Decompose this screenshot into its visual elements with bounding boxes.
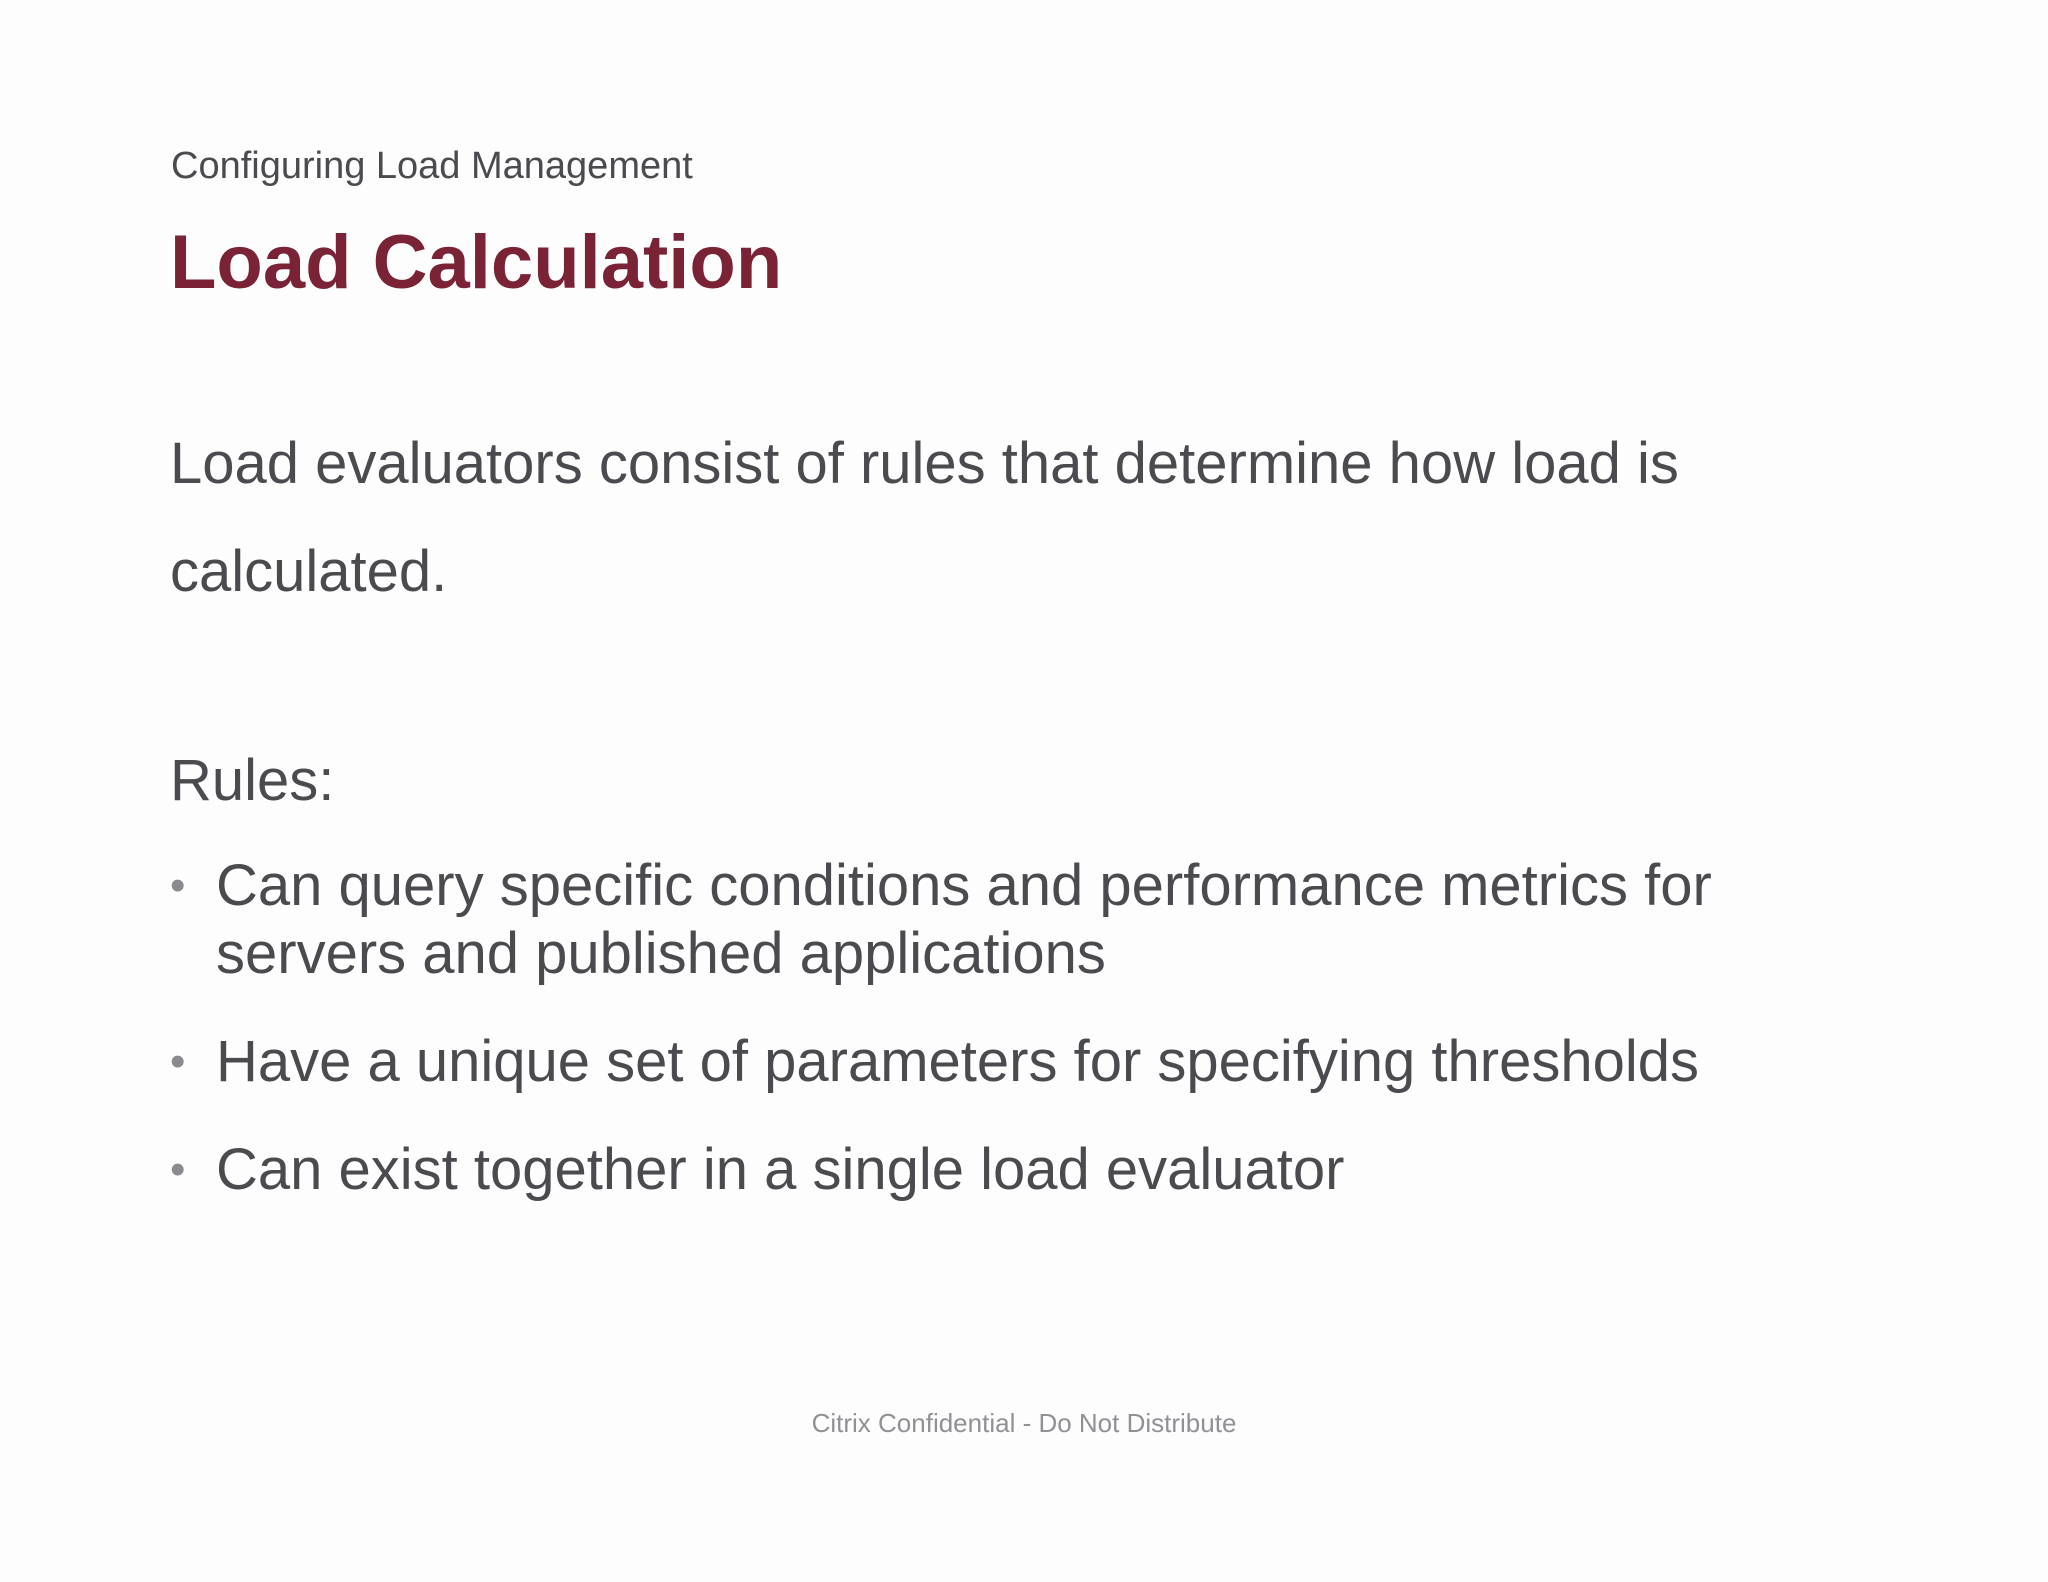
bullet-icon: • — [170, 1037, 186, 1086]
rules-heading: Rules: — [170, 748, 335, 813]
confidentiality-footer: Citrix Confidential - Do Not Distribute — [811, 1408, 1237, 1438]
rule-text: Can exist together in a single load evaluator — [216, 1137, 1345, 1202]
rules-list — [170, 852, 1870, 1244]
rule-item — [170, 852, 1870, 988]
bullet-icon: • — [170, 861, 186, 910]
rule-item — [170, 1136, 1870, 1204]
rule-item — [170, 1028, 1870, 1096]
intro-paragraph: Load evaluators consist of rules that determine how load is calculated. — [170, 431, 1679, 604]
bullet-icon: • — [170, 1145, 186, 1194]
section-label: Configuring Load Management — [171, 145, 693, 187]
rule-text: Have a unique set of parameters for specifying thresholds — [216, 1029, 1700, 1094]
page-title: Load Calculation — [170, 220, 783, 305]
rule-text: Can query specific conditions and performance metrics for servers and published applications — [216, 853, 1712, 986]
